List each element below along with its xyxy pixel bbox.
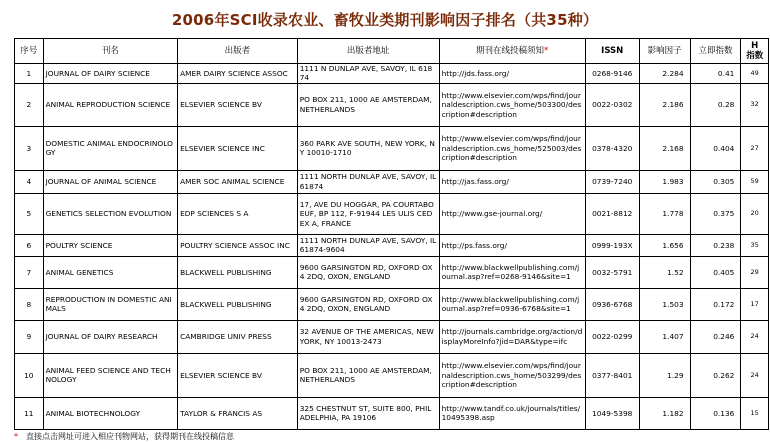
row-immediacy-index: 0.172 [690, 288, 741, 320]
row-journal: JOURNAL OF DAIRY RESEARCH [43, 320, 177, 353]
row-no: 3 [15, 126, 44, 170]
row-impact-factor: 1.29 [639, 353, 690, 397]
row-immediacy-index: 0.41 [690, 64, 741, 84]
table-row [15, 256, 769, 288]
header-submission-label: 期刊在线投稿须知 [476, 46, 545, 56]
row-url-link[interactable]: http://journals.cambridge.org/action/displayMoreInfo?jid=DAR&type=ifc [439, 320, 585, 353]
row-publisher: CAMBRIDGE UNIV PRESS [178, 320, 298, 353]
row-impact-factor: 1.983 [639, 170, 690, 193]
header-publisher: 出版者 [178, 39, 298, 64]
row-no: 2 [15, 83, 44, 126]
row-journal: ANIMAL BIOTECHNOLOGY [43, 397, 177, 429]
table-row [15, 170, 769, 193]
table-row [15, 320, 769, 353]
row-url-link[interactable]: http://www.elsevier.com/wps/find/journaldescription.cws_home/503299/description#description [439, 353, 585, 397]
row-impact-factor: 2.168 [639, 126, 690, 170]
row-url-link[interactable]: http://www.elsevier.com/wps/find/journaldescription.cws_home/503300/description#description [439, 83, 585, 126]
table-row [15, 64, 769, 84]
row-url-link[interactable]: http://www.tandf.co.uk/journals/titles/10495398.asp [439, 397, 585, 429]
row-journal: REPRODUCTION IN DOMESTIC ANIMALS [43, 288, 177, 320]
row-address: PO BOX 211, 1000 AE AMSTERDAM, NETHERLANDS [297, 83, 439, 126]
row-impact-factor: 1.656 [639, 234, 690, 256]
header-h-index-letter: H [751, 41, 759, 51]
row-journal: JOURNAL OF DAIRY SCIENCE [43, 64, 177, 84]
row-publisher: POULTRY SCIENCE ASSOC INC [178, 234, 298, 256]
row-h-index: 24 [741, 353, 769, 397]
row-h-index: 27 [741, 126, 769, 170]
required-star-icon: * [544, 46, 549, 56]
header-issn: ISSN [585, 39, 639, 64]
row-issn: 1049-5398 [585, 397, 639, 429]
row-issn: 0022-0299 [585, 320, 639, 353]
journal-ranking-table [14, 38, 769, 430]
row-publisher: BLACKWELL PUBLISHING [178, 256, 298, 288]
header-no: 序号 [15, 39, 44, 64]
row-url-link[interactable]: http://www.blackwellpublishing.com/journal.asp?ref=0268-9146&site=1 [439, 256, 585, 288]
row-impact-factor: 1.182 [639, 397, 690, 429]
row-immediacy-index: 0.404 [690, 126, 741, 170]
row-impact-factor: 1.503 [639, 288, 690, 320]
row-h-index: 29 [741, 256, 769, 288]
row-issn: 0377-8401 [585, 353, 639, 397]
table-row [15, 397, 769, 429]
row-no: 1 [15, 64, 44, 84]
row-no: 5 [15, 193, 44, 234]
row-url-link[interactable]: http://www.gse-journal.org/ [439, 193, 585, 234]
row-publisher: ELSEVIER SCIENCE BV [178, 83, 298, 126]
row-h-index: 59 [741, 170, 769, 193]
row-address: 360 PARK AVE SOUTH, NEW YORK, NY 10010-1710 [297, 126, 439, 170]
row-publisher: EDP SCIENCES S A [178, 193, 298, 234]
table-row [15, 288, 769, 320]
header-immediacy-index: 立即指数 [690, 39, 741, 64]
table-row [15, 234, 769, 256]
row-immediacy-index: 0.405 [690, 256, 741, 288]
row-h-index: 32 [741, 83, 769, 126]
row-no: 9 [15, 320, 44, 353]
row-journal: ANIMAL GENETICS [43, 256, 177, 288]
header-h-index-label: 指数 [746, 51, 764, 61]
row-url-link[interactable]: http://jas.fass.org/ [439, 170, 585, 193]
header-address: 出版者地址 [297, 39, 439, 64]
row-h-index: 49 [741, 64, 769, 84]
row-no: 11 [15, 397, 44, 429]
row-no: 4 [15, 170, 44, 193]
row-journal: DOMESTIC ANIMAL ENDOCRINOLOGY [43, 126, 177, 170]
footnote-star-icon: * [14, 432, 18, 441]
row-issn: 0999-193X [585, 234, 639, 256]
row-no: 6 [15, 234, 44, 256]
page-title: 2006年SCI收录农业、畜牧业类期刊影响因子排名（共35种） [171, 11, 599, 29]
row-immediacy-index: 0.136 [690, 397, 741, 429]
row-url-link[interactable]: http://www.blackwellpublishing.com/journal.asp?ref=0936-6768&site=1 [439, 288, 585, 320]
row-address: 1111 N DUNLAP AVE, SAVOY, IL 61874 [297, 64, 439, 84]
header-submission-info [439, 39, 585, 64]
row-h-index: 17 [741, 288, 769, 320]
table-row [15, 83, 769, 126]
row-address: PO BOX 211, 1000 AE AMSTERDAM, NETHERLANDS [297, 353, 439, 397]
row-no: 10 [15, 353, 44, 397]
row-publisher: TAYLOR & FRANCIS AS [178, 397, 298, 429]
row-publisher: ELSEVIER SCIENCE BV [178, 353, 298, 397]
row-journal: POULTRY SCIENCE [43, 234, 177, 256]
row-journal: JOURNAL OF ANIMAL SCIENCE [43, 170, 177, 193]
row-impact-factor: 1.52 [639, 256, 690, 288]
row-immediacy-index: 0.246 [690, 320, 741, 353]
row-publisher: ELSEVIER SCIENCE INC [178, 126, 298, 170]
header-journal: 刊名 [43, 39, 177, 64]
row-publisher: AMER DAIRY SCIENCE ASSOC [178, 64, 298, 84]
row-immediacy-index: 0.305 [690, 170, 741, 193]
row-immediacy-index: 0.375 [690, 193, 741, 234]
row-url-link[interactable]: http://www.elsevier.com/wps/find/journaldescription.cws_home/525003/description#description [439, 126, 585, 170]
header-h-index [741, 39, 769, 64]
row-impact-factor: 1.407 [639, 320, 690, 353]
row-address: 17, AVE DU HOGGAR, PA COURTABOEUF, BP 112, F-91944 LES ULIS CEDEX A, FRANCE [297, 193, 439, 234]
row-immediacy-index: 0.28 [690, 83, 741, 126]
row-h-index: 35 [741, 234, 769, 256]
row-address: 1111 NORTH DUNLAP AVE, SAVOY, IL 61874-9604 [297, 234, 439, 256]
row-issn: 0739-7240 [585, 170, 639, 193]
row-journal: ANIMAL REPRODUCTION SCIENCE [43, 83, 177, 126]
row-issn: 0378-4320 [585, 126, 639, 170]
row-journal: ANIMAL FEED SCIENCE AND TECHNOLOGY [43, 353, 177, 397]
row-impact-factor: 1.778 [639, 193, 690, 234]
row-address: 9600 GARSINGTON RD, OXFORD OX4 2DQ, OXON, ENGLAND [297, 288, 439, 320]
row-url-link[interactable]: http://ps.fass.org/ [439, 234, 585, 256]
row-impact-factor: 2.186 [639, 83, 690, 126]
row-address: 32 AVENUE OF THE AMERICAS, NEW YORK, NY 10013-2473 [297, 320, 439, 353]
row-h-index: 15 [741, 397, 769, 429]
row-issn: 0268-9146 [585, 64, 639, 84]
row-immediacy-index: 0.262 [690, 353, 741, 397]
row-impact-factor: 2.284 [639, 64, 690, 84]
row-address: 9600 GARSINGTON RD, OXFORD OX4 2DQ, OXON, ENGLAND [297, 256, 439, 288]
row-journal: GENETICS SELECTION EVOLUTION [43, 193, 177, 234]
row-issn: 0936-6768 [585, 288, 639, 320]
table-row [15, 193, 769, 234]
row-publisher: BLACKWELL PUBLISHING [178, 288, 298, 320]
row-issn: 0022-0302 [585, 83, 639, 126]
row-no: 7 [15, 256, 44, 288]
row-no: 8 [15, 288, 44, 320]
row-immediacy-index: 0.238 [690, 234, 741, 256]
row-h-index: 24 [741, 320, 769, 353]
row-url-link[interactable]: http://jds.fass.org/ [439, 64, 585, 84]
row-address: 325 CHESTNUT ST, SUITE 800, PHILADELPHIA, PA 19106 [297, 397, 439, 429]
footnote [14, 432, 234, 442]
row-issn: 0021-8812 [585, 193, 639, 234]
row-address: 1111 NORTH DUNLAP AVE, SAVOY, IL 61874 [297, 170, 439, 193]
row-h-index: 20 [741, 193, 769, 234]
table-row [15, 353, 769, 397]
row-issn: 0032-5791 [585, 256, 639, 288]
header-impact-factor: 影响因子 [639, 39, 690, 64]
footnote-text: 直接点击网址可进入相应刊物网站，获得期刊在线投稿信息 [26, 432, 234, 441]
row-publisher: AMER SOC ANIMAL SCIENCE [178, 170, 298, 193]
table-row [15, 126, 769, 170]
table-header-row [15, 39, 769, 64]
